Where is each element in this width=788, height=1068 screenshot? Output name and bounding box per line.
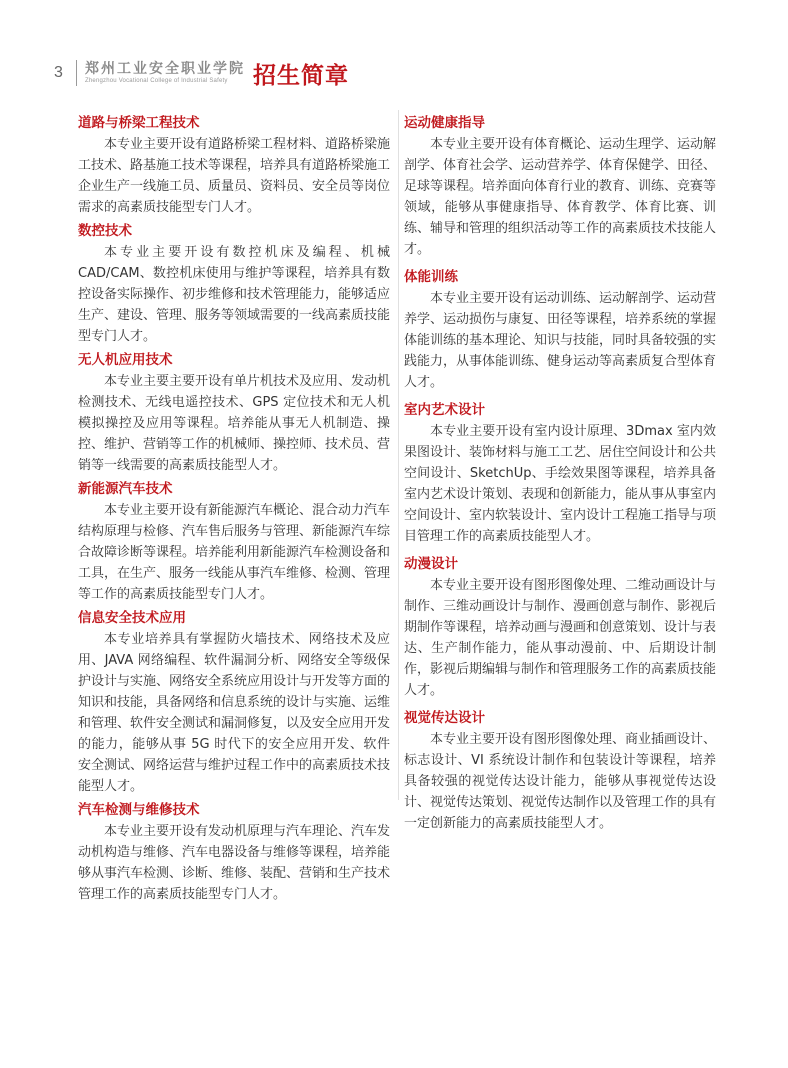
header-divider	[76, 60, 77, 86]
program-section	[404, 707, 716, 834]
program-description: 本专业主要开设有图形图像处理、商业插画设计、标志设计、VI 系统设计制作和包装设计等课程，培养具备较强的视觉传达设计能力，能够从事视觉传达设计、视觉传达策划、视觉传达制作以及管理工作的具有一定创新能力的高素质技能型人才。	[404, 732, 717, 831]
program-section	[404, 553, 716, 701]
program-section	[404, 112, 716, 260]
school-logo	[85, 61, 245, 85]
program-title: 数控技术	[78, 223, 132, 239]
program-title: 汽车检测与维修技术	[78, 802, 200, 818]
program-section	[404, 266, 716, 393]
school-name-cn: 郑州工业安全职业学院	[85, 61, 245, 77]
program-description: 本专业主要开设有图形图像处理、二维动画设计与制作、三维动画设计与制作、漫画创意与制作、影视后期制作等课程，培养动画与漫画和创意策划、设计与表达、生产制作能力，能从事动漫前、中、后期设计制作，影视后期编辑与制作和管理服务工作的高素质技能人才。	[404, 578, 717, 698]
program-section	[78, 349, 390, 476]
program-title: 体能训练	[404, 269, 458, 285]
program-section	[78, 799, 390, 905]
program-description: 本专业主要开设有数控机床及编程、机械 CAD/CAM、数控机床使用与维护等课程，培养具有数控设备实际操作、初步维修和技术管理能力，能够适应生产、建设、管理、服务等领域需要的一线高素质技能型专门人才。	[78, 245, 391, 344]
program-title: 信息安全技术应用	[78, 610, 186, 626]
program-section	[78, 220, 390, 347]
program-title: 室内艺术设计	[404, 402, 485, 418]
program-section	[78, 478, 390, 605]
program-title: 动漫设计	[404, 556, 458, 572]
program-description: 本专业主要开设有体育概论、运动生理学、运动解剖学、体育社会学、运动营养学、体育保健学、田径、足球等课程。培养面向体育行业的教育、训练、竞赛等领域，能够从事健康指导、体育教学、体育比赛、训练、辅导和管理的组织活动等工作的高素质技术技能人才。	[404, 137, 717, 257]
program-description: 本专业主要开设有新能源汽车概论、混合动力汽车结构原理与检修、汽车售后服务与管理、新能源汽车综合故障诊断等课程。培养能利用新能源汽车检测设备和工具，在生产、服务一线能从事汽车维修、检测、管理等工作的高素质技能型专门人才。	[78, 503, 391, 602]
program-section	[78, 112, 390, 218]
left-column	[78, 112, 390, 907]
program-description: 本专业主要主要开设有单片机技术及应用、发动机检测技术、无线电遥控技术、GPS 定位技术和无人机模拟操控及应用等课程。培养能从事无人机制造、操控、维护、营销等工作的机械师、操控师、技术员、营销等一线需要的高素质技能型人才。	[78, 374, 391, 473]
page-header	[54, 56, 349, 90]
right-column	[404, 112, 716, 840]
program-section	[78, 607, 390, 797]
column-divider	[398, 110, 399, 800]
program-description: 本专业主要开设有运动训练、运动解剖学、运动营养学、运动损伤与康复、田径等课程，培养系统的掌握体能训练的基本理论、知识与技能，同时具备较强的实践能力，从事体能训练、健身运动等高素质复合型体育人才。	[404, 291, 717, 390]
program-description: 本专业主要开设有室内设计原理、3Dmax 室内效果图设计、装饰材料与施工工艺、居住空间设计和公共空间设计、SketchUp、手绘效果图等课程，培养具备室内艺术设计策划、表现和创新能力，能从事从事室内空间设计、室内软装设计、室内设计工程施工指导与项目管理工作的高素质技能型人才。	[404, 424, 717, 544]
program-section	[404, 399, 716, 547]
school-name-en: Zhengzhou Vocational College of Industrial Safety	[85, 78, 228, 84]
brochure-title: 招生简章	[253, 61, 349, 89]
program-title: 视觉传达设计	[404, 710, 485, 726]
program-title: 道路与桥梁工程技术	[78, 115, 200, 131]
program-title: 无人机应用技术	[78, 352, 173, 368]
program-description: 本专业主要开设有道路桥梁工程材料、道路桥梁施工技术、路基施工技术等课程，培养具有道路桥梁施工企业生产一线施工员、质量员、资料员、安全员等岗位需求的高素质技能型专门人才。	[78, 137, 391, 215]
program-description: 本专业培养具有掌握防火墙技术、网络技术及应用、JAVA 网络编程、软件漏洞分析、网络安全等级保护设计与实施、网络安全系统应用设计与开发等方面的知识和技能，具备网络和信息系统的设计与实施、运维和管理、软件安全测试和漏洞修复，以及安全应用开发的能力，能够从事 5G 时代下的安全应用开发、软件安全测试、网络运营与维护过程工作中的高素质技术技能型人才。	[78, 632, 391, 794]
program-title: 运动健康指导	[404, 115, 485, 131]
page-number: 3	[54, 64, 63, 81]
program-title: 新能源汽车技术	[78, 481, 173, 497]
program-description: 本专业主要开设有发动机原理与汽车理论、汽车发动机构造与维修、汽车电器设备与维修等课程，培养能够从事汽车检测、诊断、维修、装配、营销和生产技术管理工作的高素质技能型专门人才。	[78, 824, 391, 902]
